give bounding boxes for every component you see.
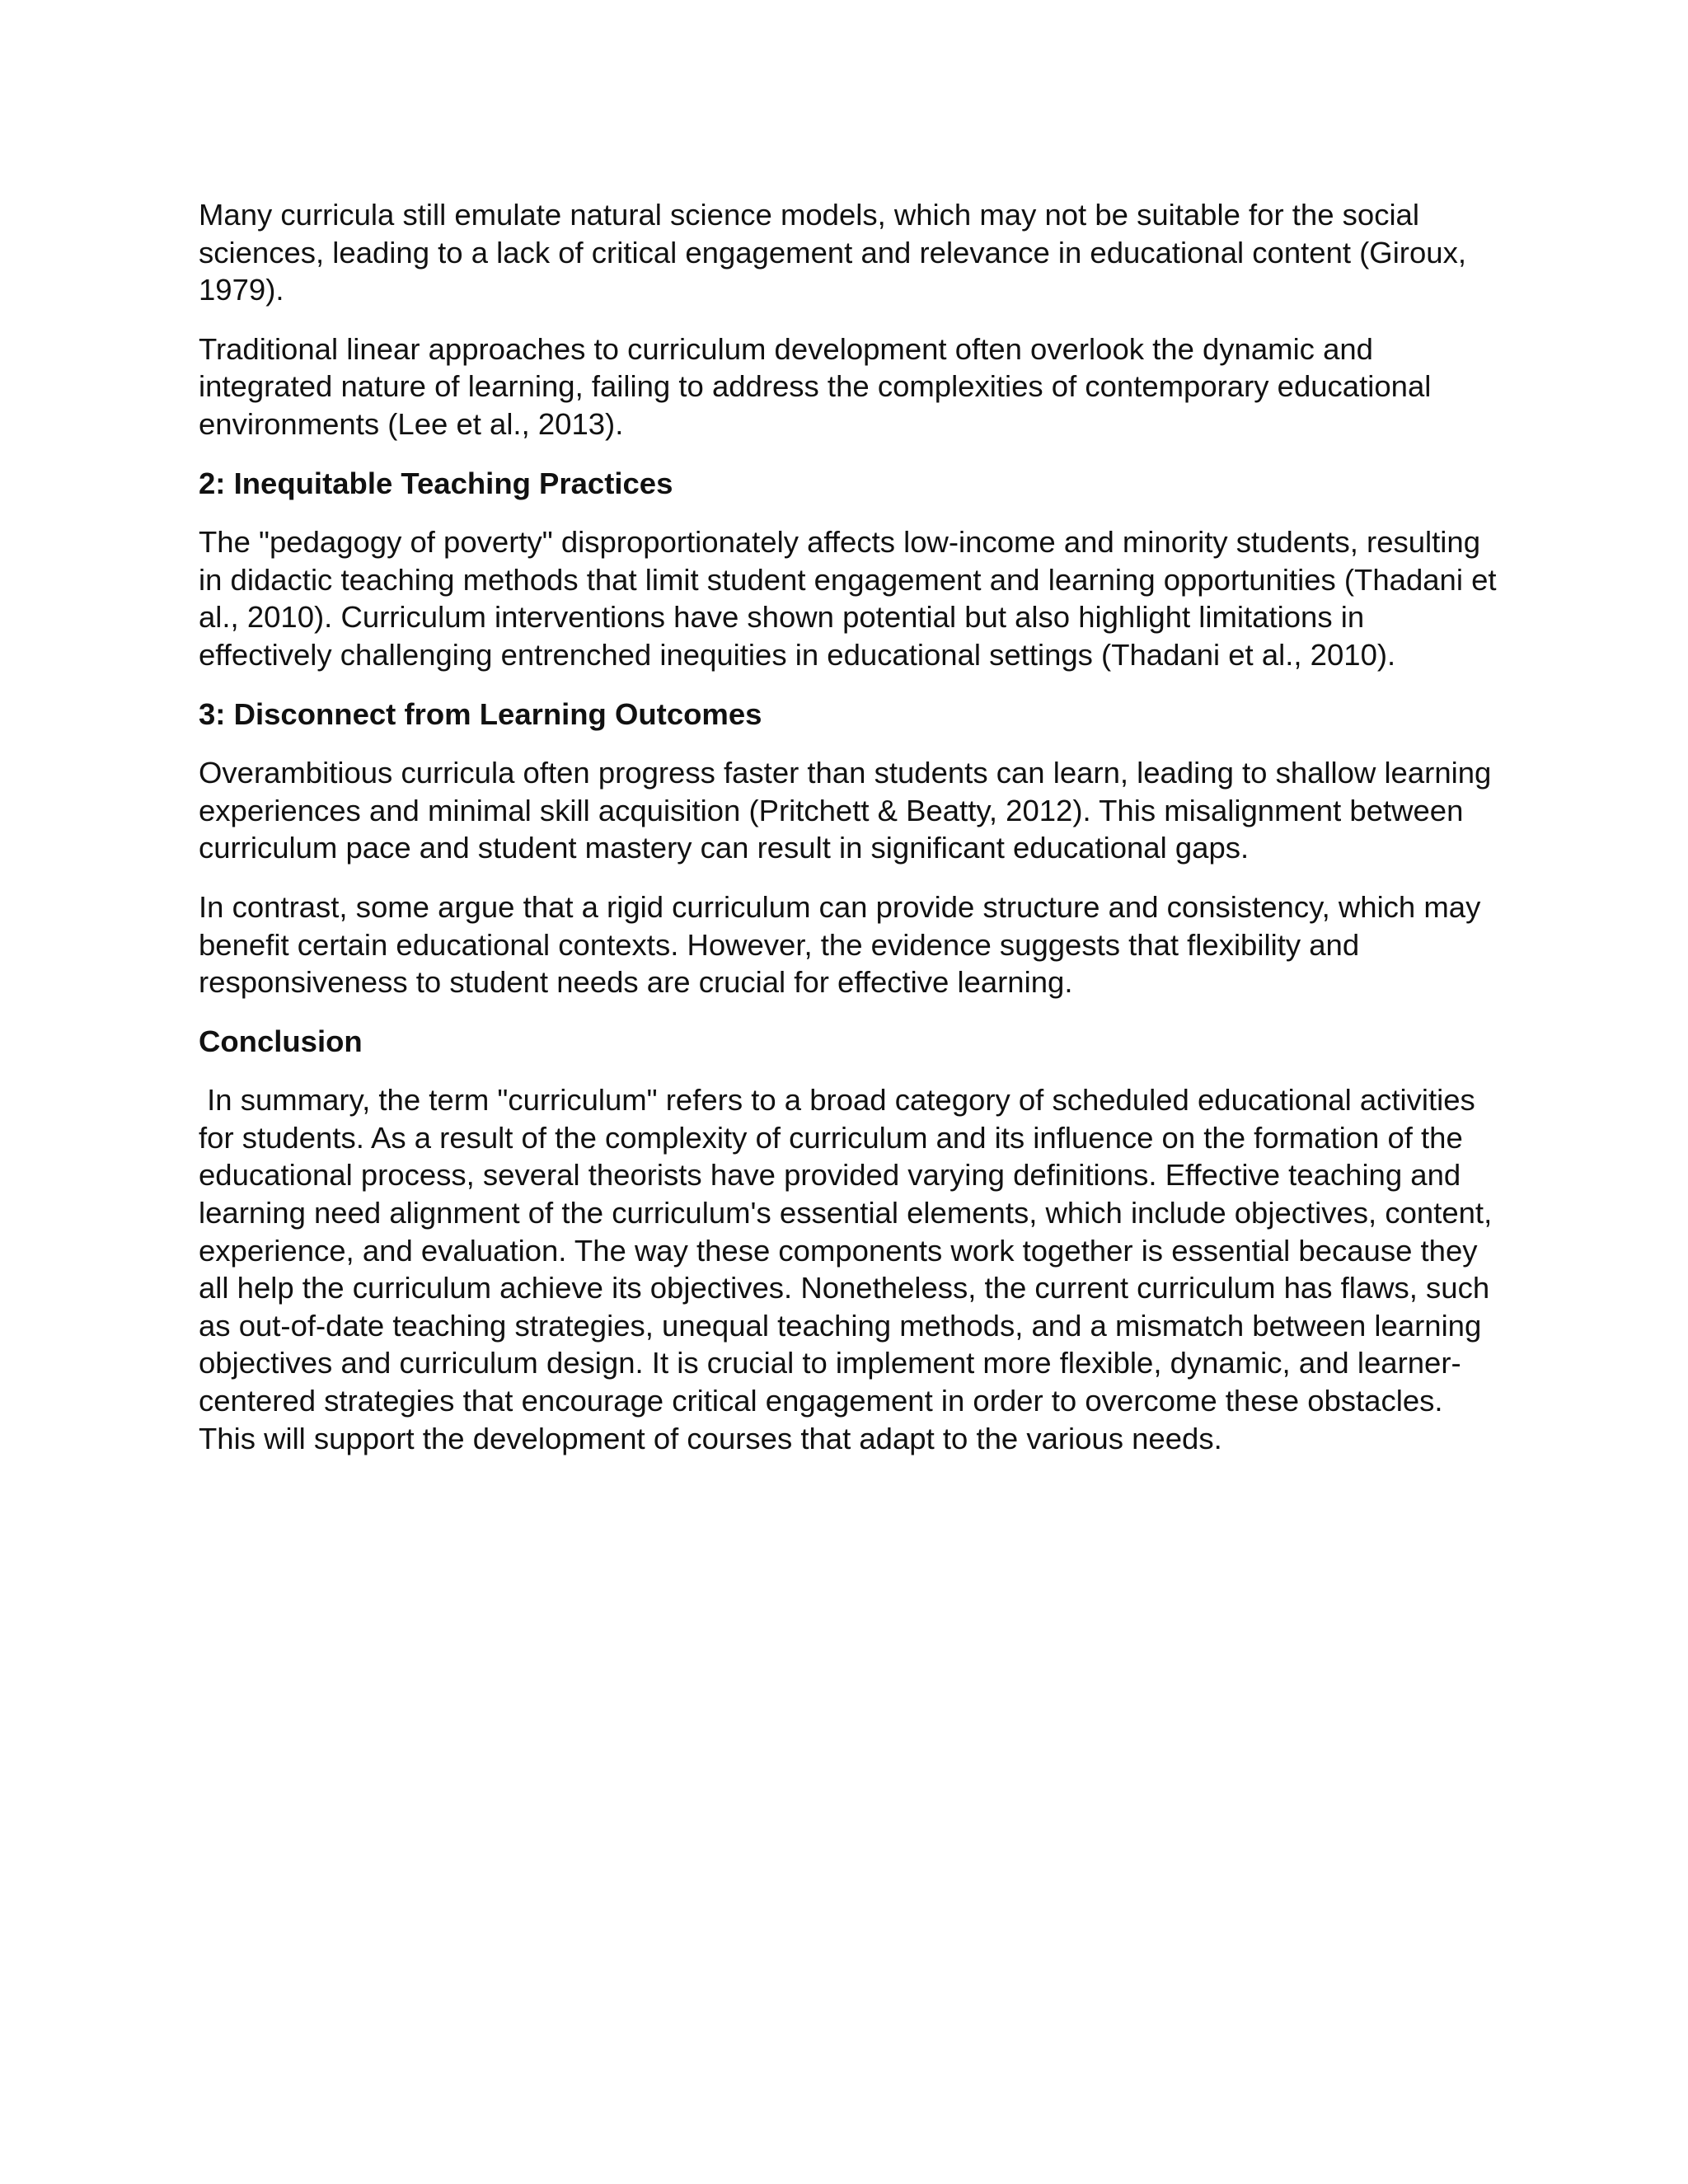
document-body [199,196,1501,1479]
heading-inequitable-teaching-practices: 2: Inequitable Teaching Practices [199,466,673,500]
paragraph-pedagogy-of-poverty: The "pedagogy of poverty" disproportionately affects low-income and minority students, resulting in didactic teaching methods that limit student engagement and learning opportunities (Thadani et al., 2010). Curriculum interventions have shown potential but also highlight limitations in effectively challenging entrenched inequities in educational settings (Thadani et al., 2010). [199,525,1497,672]
paragraph-conclusion-summary: In summary, the term "curriculum" refers to a broad category of scheduled educational activities for students. As a result of the complexity of curriculum and its influence on the formation of the educational process, several theorists have provided varying definitions. Effective teaching and learning need alignment of the curriculum's essential elements, which include objectives, content, experience, and evaluation. The way these components work together is essential because they all help the curriculum achieve its objectives. Nonetheless, the current curriculum has flaws, such as out-of-date teaching strategies, unequal teaching methods, and a mismatch between learning objectives and curriculum design. It is crucial to implement more flexible, dynamic, and learner-centered strategies that encourage critical engagement in order to overcome these obstacles. This will support the development of courses that adapt to the various needs. [199,1083,1501,1455]
paragraph-rigid-curriculum: In contrast, some argue that a rigid curriculum can provide structure and consistency, which may benefit certain educational contexts. However, the evidence suggests that flexibility and responsiveness to student needs are crucial for effective learning. [199,889,1481,1000]
paragraph-linear-approaches: Traditional linear approaches to curriculum development often overlook the dynamic and integrated nature of learning, failing to address the complexities of contemporary educational environments (Lee et al., 2013). [199,331,1432,441]
paragraph-natural-science-models: Many curricula still emulate natural science models, which may not be suitable for the social sciences, leading to a lack of critical engagement and relevance in educational content (Giroux, 1979). [199,198,1466,307]
heading-disconnect-learning-outcomes: 3: Disconnect from Learning Outcomes [199,696,762,731]
paragraph-overambitious-curricula: Overambitious curricula often progress faster than students can learn, leading to shallow learning experiences and minimal skill acquisition (Pritchett & Beatty, 2012). This misalignment between curriculum pace and student mastery can result in significant educational gaps. [199,756,1492,865]
heading-conclusion: Conclusion [199,1024,363,1058]
